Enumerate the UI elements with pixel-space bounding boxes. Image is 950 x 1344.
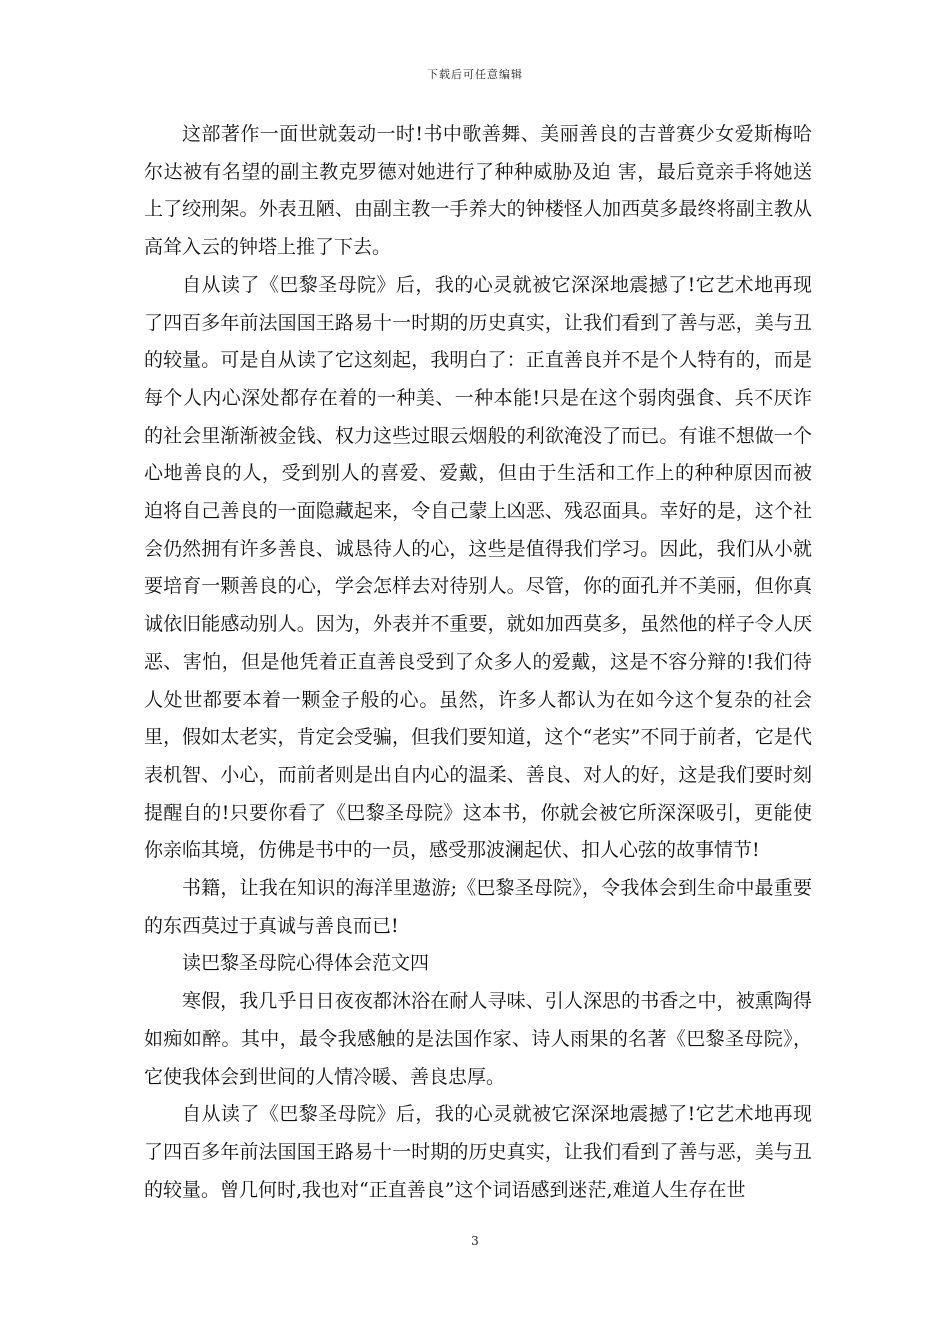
paragraph-winter-reading: 寒假，我几乎日日夜夜都沐浴在耐人寻味、引人深思的书香之中，被熏陶得如痴如醉。其中，最令我感触的是法国作家、诗人雨果的名著《巴黎圣母院》，它使我体会到世间的人情冷暖、善良忠厚。 (144, 990, 812, 1088)
section-heading: 读巴黎圣母院心得体会范文四 (182, 952, 430, 975)
paragraph-reflection: 自从读了《巴黎圣母院》后，我的心灵就被它深深地震撼了!它艺术地再现了四百多年前法国国王路易十一时期的历史真实，让我们看到了善与恶，美与丑的较量。可是自从读了它这刻起，我明白了：正直善良并不是个人特有的，而是每个人内心深处都存在着的一种美、一种本能!只是在这个弱肉强食、兵不厌诈的社会里渐渐被金钱、权力这些过眼云烟般的利欲淹没了而已。有谁不想做一个心地善良的人，受到别人的喜爱、爱戴，但由于生活和工作上的种种原因而被 迫将自己善良的一面隐藏起来，令自己蒙上凶恶、残忍面具。幸好的是，这个社会仍然拥有许多善良、诚恳待人的心，这些是值得我们学习。因此，我们从小就要培育一颗善良的心，学会怎样去对待别人。尽管，你的面孔并不美丽，但你真诚依旧能感动别人。因为，外表并不重要，就如加西莫多，虽然他的样子令人厌恶、害怕，但是他凭着正直善良受到了众多人的爱戴，这是不容分辩的!我们待人处世都要本着一颗金子般的心。虽然，许多人都认为在如今这个复杂的社会里，假如太老实，肯定会受骗，但我们要知道，这个“老实”不同于前者，它是代表机智、小心，而前者则是出自内心的温柔、善良、对人的好，这是我们要时刻提醒自的!只要你看了《巴黎圣母院》这本书，你就会被它所深深吸引，更能使你亲临其境，仿佛是书中的一员，感受那波澜起伏、扣人心弦的故事情节! (144, 273, 819, 862)
page-number: 3 (471, 1234, 479, 1248)
page-header: 下载后可任意编辑 (427, 68, 523, 81)
paragraph-conclusion: 书籍，让我在知识的海洋里遨游;《巴黎圣母院》，令我体会到生命中最重要的东西莫过于真诚与善良而已! (144, 877, 812, 937)
paragraph-continued: 自从读了《巴黎圣母院》后，我的心灵就被它深深地震撼了!它艺术地再现了四百多年前法国国王路易十一时期的历史真实，让我们看到了善与恶，美与丑的较量。曾几何时,我也对“正直善良”这个词语感到迷茫,难道人生存在世 (144, 1103, 812, 1201)
document-body (144, 116, 819, 1209)
paragraph-novel-summary: 这部著作一面世就轰动一时!书中歌善舞、美丽善良的吉普赛少女爱斯梅哈尔达被有名望的副主教克罗德对她进行了种种威胁及迫 害，最后竟亲手将她送上了绞刑架。外表丑陋、由副主教一手养大的钟楼怪人加西莫多最终将副主教从高耸入云的钟塔上推了下去。 (144, 123, 812, 259)
